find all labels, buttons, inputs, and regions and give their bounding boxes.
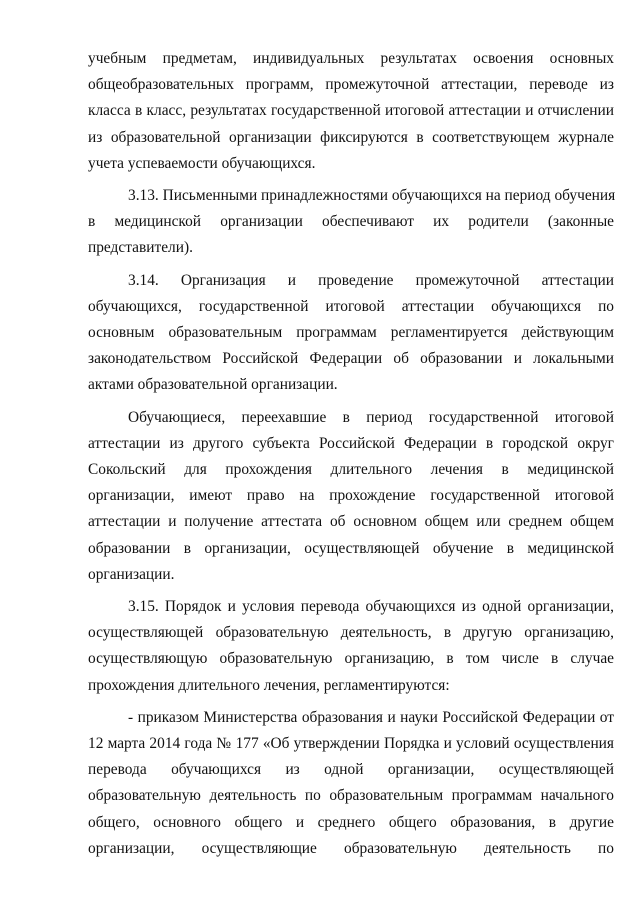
text-line: из образовательной организации фиксируются в соответствующем журнале [88, 128, 614, 146]
text-line: учебным предметам, индивидуальных результатах освоения основных [88, 50, 614, 67]
text-line: организации. [88, 565, 175, 583]
text-line: 3.14. Организация и проведение промежуточной аттестации [128, 271, 614, 289]
text-line: обучающихся, государственной итоговой аттестации обучающихся по [88, 297, 614, 315]
text-line: прохождения длительного лечения, регламентируются: [88, 676, 450, 694]
text-line: общего, основного общего и среднего общего образования, в другие [88, 813, 614, 831]
paragraph-continuation [88, 46, 614, 177]
text-line: перевода обучающихся из одной организации, осуществляющей [88, 761, 614, 779]
text-line: осуществляющей образовательную деятельность, в другую организацию, [88, 624, 614, 642]
text-line: общеобразовательных программ, промежуточной аттестации, переводе из [88, 76, 614, 94]
text-line: класса в класс, результатах государственной итоговой аттестации и отчислении [88, 102, 614, 120]
text-line: аттестации и получение аттестата об основном общем или среднем общем [88, 513, 614, 531]
text-line: законодательством Российской Федерации об образовании и локальными [88, 350, 614, 368]
text-line: образовании в организации, осуществляющей обучение в медицинской [88, 539, 614, 557]
text-line: аттестации из другого субъекта Российской Федерации в городской округ [88, 434, 614, 452]
text-line: 3.13. Письменными принадлежностями обучающихся на период обучения [128, 187, 616, 205]
text-line: учета успеваемости обучающихся. [88, 154, 316, 172]
paragraph-3-15 [88, 594, 614, 699]
text-line: актами образовательной организации. [88, 376, 338, 394]
paragraph-students-relocated [88, 405, 614, 588]
text-line: 3.15. Порядок и условия перевода обучающихся из одной организации, [128, 598, 614, 616]
text-line: образовательную деятельность по образовательным программам начального [88, 787, 614, 805]
text-line: - приказом Министерства образования и науки Российской Федерации от [128, 708, 614, 726]
text-line: 12 марта 2014 года № 177 «Об утверждении Порядка и условий осуществления [88, 735, 614, 753]
paragraph-3-14 [88, 268, 614, 399]
text-line: организации, имеют право на прохождение государственной итоговой [88, 487, 614, 505]
text-line: в медицинской организации обеспечивают их родители (законные [88, 213, 614, 231]
text-line: представители). [88, 239, 193, 257]
text-line: основным образовательным программам регламентируется действующим [88, 324, 614, 342]
text-line: Обучающиеся, переехавшие в период государственной итоговой [128, 408, 614, 426]
document-page [88, 46, 614, 862]
paragraph-ministry-order [88, 705, 614, 862]
text-line: осуществляющую образовательную организацию, в том числе в случае [88, 650, 614, 668]
paragraph-3-13 [88, 183, 614, 262]
text-line: организации, осуществляющие образовательную деятельность по [88, 839, 614, 857]
text-line: Сокольский для прохождения длительного лечения в медицинской [88, 461, 614, 479]
